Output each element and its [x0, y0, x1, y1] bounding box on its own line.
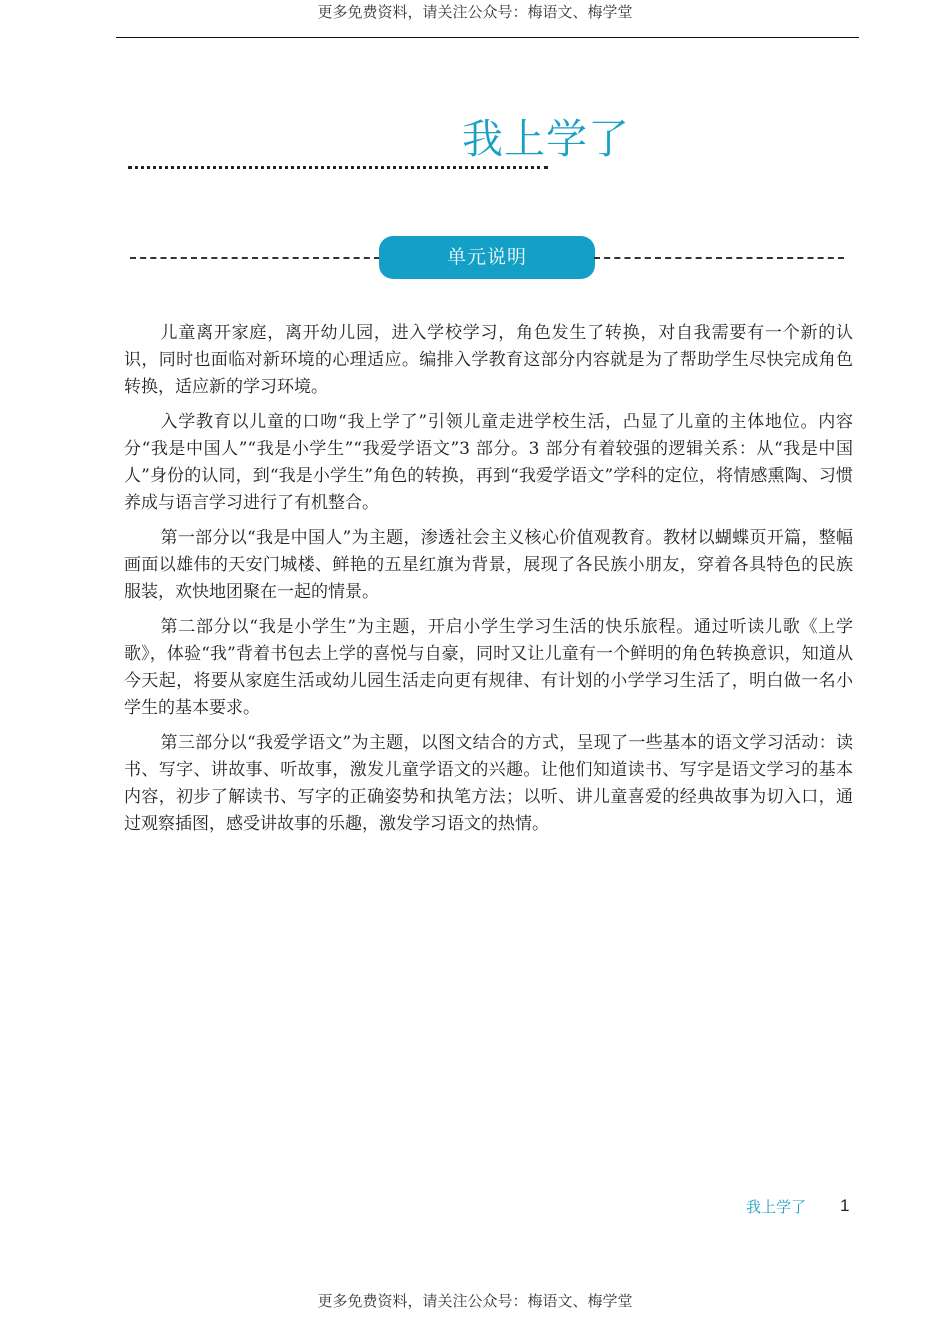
paragraph-3: 第一部分以“我是中国人”为主题，渗透社会主义核心价值观教育。教材以蝴蝶页开篇，整幅画面以雄伟的天安门城楼、鲜艳的五星红旗为背景，展现了各民族小朋友，穿着各具特色的民族服装，欢快地团聚在一起的情景。	[124, 528, 853, 602]
paragraph-4: 第二部分以“我是小学生”为主题，开启小学生学习生活的快乐旅程。通过听读儿歌《上学歌》，体验“我”背着书包去上学的喜悦与自豪，同时又让儿童有一个鲜明的角色转换意识，知道从今天起，将要从家庭生活或幼儿园生活走向更有规律、有计划的小学学习生活了，明白做一名小学生的基本要求。	[124, 617, 853, 718]
page-number: 1	[840, 1196, 850, 1215]
footer-note: 更多免费资料，请关注公众号：梅语文、梅学堂	[317, 1292, 633, 1310]
footer-title: 我上学了	[746, 1198, 807, 1216]
paragraph-1: 儿童离开家庭，离开幼儿园，进入学校学习，角色发生了转换，对自我需要有一个新的认识，同时也面临对新环境的心理适应。编排入学教育这部分内容就是为了帮助学生尽快完成角色转换，适应新的学习环境。	[124, 323, 853, 397]
section-dashed-rule-left	[130, 257, 380, 259]
body-text	[124, 320, 853, 846]
page-title: 我上学了	[462, 115, 630, 163]
paragraph-5: 第三部分以“我爱学语文”为主题，以图文结合的方式，呈现了一些基本的语文学习活动：读书、写字、讲故事、听故事，激发儿童学语文的兴趣。让他们知道读书、写字是语文学习的基本内容，初步了解读书、写字的正确姿势和执笔方法；以听、讲儿童喜爱的经典故事为切入口，通过观察插图，感受讲故事的乐趣，激发学习语文的热情。	[124, 733, 853, 834]
paragraph-2: 入学教育以儿童的口吻“我上学了”引领儿童走进学校生活，凸显了儿童的主体地位。内容分“我是中国人”“我是小学生”“我爱学语文”3 部分。3 部分有着较强的逻辑关系：从“我是中国人”身份的认同，到“我是小学生”角色的转换，再到“我爱学语文”学科的定位，将情感熏陶、习惯养成与语言学习进行了有机整合。	[124, 412, 853, 513]
header-divider	[116, 37, 859, 38]
header-note: 更多免费资料，请关注公众号：梅语文、梅学堂	[317, 3, 633, 21]
title-dotted-rule	[128, 162, 548, 169]
section-label-badge: 单元说明	[379, 236, 595, 279]
section-dashed-rule-right	[594, 257, 844, 259]
